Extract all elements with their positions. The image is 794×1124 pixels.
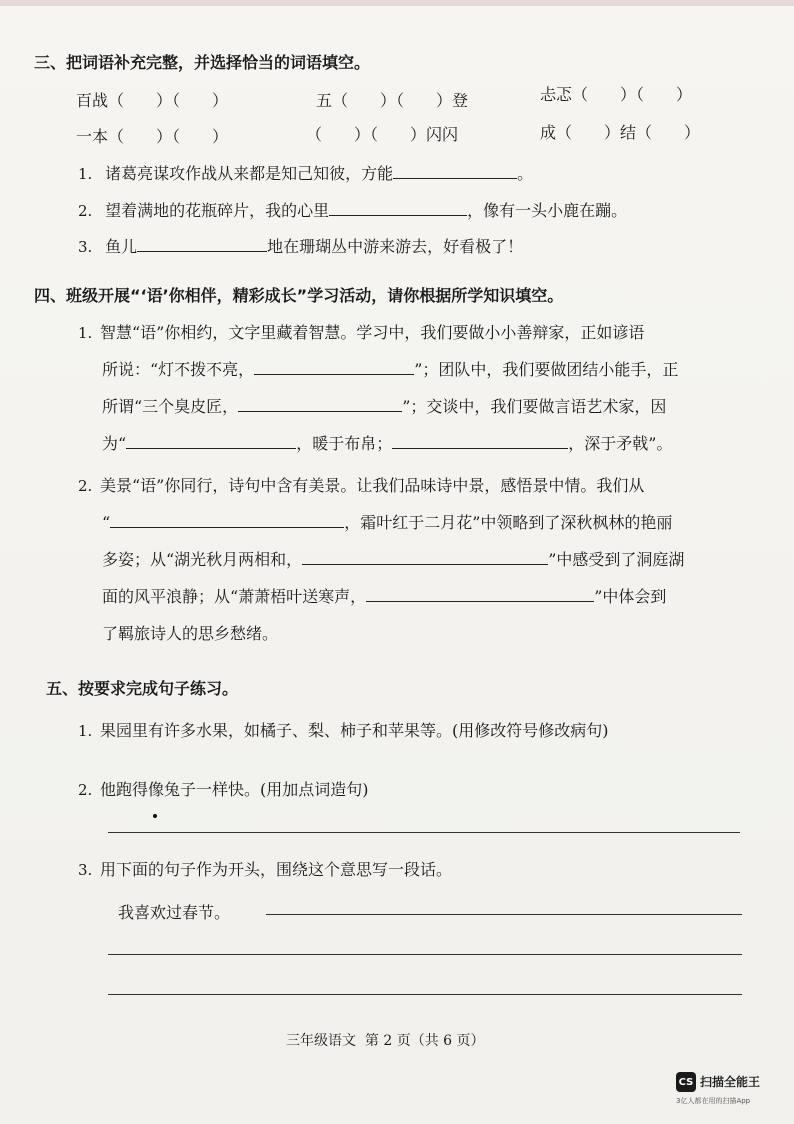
s4-q2-line2 [102,510,672,533]
text: 为“ [102,434,127,453]
answer-blank[interactable] [254,360,414,375]
s4-q1-line2 [102,357,678,380]
answer-line[interactable] [108,832,740,833]
question-number: 3. [78,238,93,256]
text: ，暖于布帛； [296,434,393,453]
answer-line[interactable] [108,994,742,995]
s3-question-2 [78,198,627,221]
answer-blank[interactable] [393,164,517,179]
emphasis-dot [153,814,157,818]
watermark-tagline: 3亿人都在用的扫描App [676,1097,751,1105]
s5-question-1 [78,718,609,741]
s4-q2-line5: 了羁旅诗人的思乡愁绪。 [102,624,279,643]
s3-question-1 [78,161,533,184]
idiom-3: 忐忑（ ）（ ） [540,85,693,104]
watermark-name: 扫描全能王 [700,1075,761,1089]
answer-blank[interactable] [126,434,296,449]
question-text-end: 。 [517,164,534,183]
question-text: 望着满地的花瓶碎片，我的心里 [105,201,330,220]
text: 美景“语”你同行，诗句中含有美景。让我们品味诗中景，感悟景中情。我们从 [100,476,645,495]
answer-blank[interactable] [110,513,344,528]
question-number: 2. [78,202,93,220]
question-number: 1. [78,324,93,342]
text: ”；交谈中，我们要做言语艺术家，因 [402,397,667,416]
s5-question-3 [78,857,452,880]
s5-question-2 [78,777,369,800]
idiom-6: 成（ ）结（ ） [540,123,701,142]
text: ”中体会到 [594,587,667,606]
writing-start-sentence: 我喜欢过春节。 [118,903,231,922]
text: 多姿；从“湖光秋月两相和， [102,550,303,569]
text: 智慧“语”你相约，文字里藏着智慧。学习中，我们要做小小善辩家，正如谚语 [100,323,645,342]
question-number: 2. [78,477,93,495]
s4-q2-line3 [102,547,684,570]
section4-heading: 四、班级开展“‘语’你相伴，精彩成长”学习活动，请你根据所学知识填空。 [34,286,564,305]
s4-q2-line4 [102,584,666,607]
idiom-2: 五（ ）（ ）登 [316,91,469,110]
idiom-4: 一本（ ）（ ） [76,127,229,146]
text: “ [102,513,111,532]
answer-blank[interactable] [137,237,267,252]
s4-q2-line1 [78,473,644,496]
question-text: 果园里有许多水果，如橘子、梨、柿子和苹果等。(用修改符号修改病句) [100,721,609,740]
camscanner-logo-icon: CS [676,1072,696,1092]
s4-q1-line4 [102,431,672,454]
text: 所谓“三个臭皮匠， [102,397,239,416]
s4-q1-line1 [78,320,644,343]
answer-blank[interactable] [392,434,568,449]
footer-subject: 三年级语文 [286,1033,356,1049]
question-text: 诸葛亮谋攻作战从来都是知己知彼，方能 [105,164,394,183]
s3-question-3 [78,234,523,257]
answer-blank[interactable] [329,201,467,216]
text: ，霜叶红于二月花”中领略到了深秋枫林的艳丽 [344,513,673,532]
s4-q1-line3 [102,394,666,417]
question-text-end: 地在珊瑚丛中游来游去，好看极了！ [267,237,524,256]
text: ”中感受到了洞庭湖 [548,550,685,569]
answer-line[interactable] [108,954,742,955]
text: ，深于矛戟”。 [568,434,673,453]
idiom-5: （ ）（ ）闪闪 [306,125,459,144]
section5-heading: 五、按要求完成句子练习。 [46,679,239,698]
question-text-end: ，像有一头小鹿在蹦。 [467,201,628,220]
text: 所说：“灯不拨不亮， [102,360,255,379]
idiom-1: 百战（ ）（ ） [76,91,229,110]
text: ”；团队中，我们要做团结小能手，正 [414,360,679,379]
answer-blank[interactable] [238,397,402,412]
question-number: 1. [78,722,93,740]
answer-blank[interactable] [302,550,548,565]
footer [286,1030,485,1050]
text: 面的风平浪静；从“萧萧梧叶送寒声， [102,587,367,606]
answer-line[interactable] [266,914,742,915]
question-text: 他跑得像兔子一样快。(用加点词造句) [100,780,369,799]
question-number: 2. [78,781,93,799]
section3-heading: 三、把词语补充完整，并选择恰当的词语填空。 [34,53,371,72]
scan-edge [0,0,794,6]
footer-page: 第 2 页（共 6 页） [364,1033,485,1049]
question-number: 3. [78,861,93,879]
answer-blank[interactable] [366,587,594,602]
question-number: 1. [78,165,93,183]
question-text: 用下面的句子作为开头，围绕这个意思写一段话。 [100,860,453,879]
question-text: 鱼儿 [105,237,138,256]
